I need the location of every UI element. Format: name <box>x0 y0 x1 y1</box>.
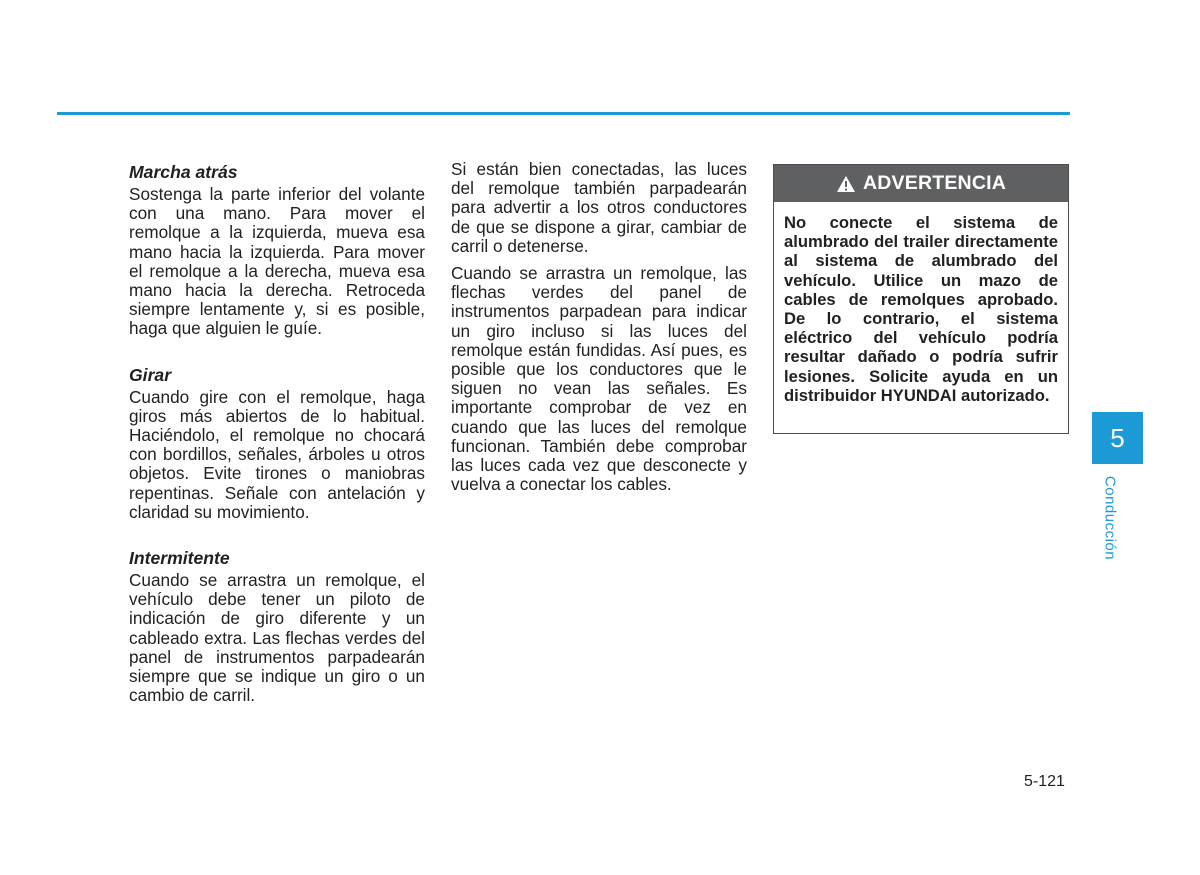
section-body: Cuando se arrastra un remolque, el vehículo debe tener un piloto de indicación de giro diferente y un cableado extra. Las flechas verdes del panel de instrumentos parpadearán siempre que se indique un giro o un cambio de carril. <box>129 570 425 706</box>
section-marcha-atras <box>129 162 425 339</box>
warning-text: No conecte el sistema de alumbrado del trailer directamente al sistema de alumbrado del vehículo. Utilice un mazo de cables de remolques aprobado. De lo contrario, el sistema eléctrico del vehículo podría resultar dañado o podría sufrir lesiones. Solicite ayuda en un distribuidor HYUNDAI autorizado. <box>784 213 1058 405</box>
section-body: Cuando gire con el remolque, haga giros más abiertos de lo habitual. Haciéndolo, el remolque no chocará con bordillos, señales, árboles u otros objetos. Evite tirones o maniobras repentinas. Señale con antelación y claridad su movimiento. <box>129 386 425 522</box>
header-rule <box>57 112 1070 115</box>
left-column <box>129 160 425 731</box>
section-heading: Intermitente <box>129 548 230 569</box>
warning-triangle-icon <box>836 175 856 193</box>
paragraph: Si están bien conectadas, las luces del remolque también parpadearán para advertir a los otros conductores de que se dispone a girar, cambiar de carril o detenerse. <box>451 159 747 256</box>
warning-header <box>774 165 1068 202</box>
middle-column <box>451 160 747 502</box>
section-heading: Marcha atrás <box>129 162 238 182</box>
warning-box <box>773 164 1069 434</box>
warning-title: ADVERTENCIA <box>862 172 1007 194</box>
chapter-label: Conducción <box>1101 475 1119 561</box>
section-heading: Girar <box>129 364 172 385</box>
section-intermitente <box>129 548 425 705</box>
section-body: Sostenga la parte inferior del volante con una mano. Para mover el remolque a la izquierda, mueva esa mano hacia la izquierda. Para mover el remolque a la derecha, mueva esa mano hacia la derecha. Retroceda siempre lentamente y, si es posible, haga que alguien le guíe. <box>129 184 425 339</box>
paragraph: Cuando se arrastra un remolque, las flechas verdes del panel de instrumentos parpadean para indicar un giro incluso si las luces del remolque están fundidas. Así pues, es posible que los conductores que le siguen no vean las señales. Es importante comprobar de vez en cuando que las luces del remolque funcionan. También debe comprobar las luces cada vez que desconecte y vuelva a conectar los cables. <box>451 263 747 495</box>
section-girar <box>129 365 425 522</box>
chapter-number-tab: 5 <box>1092 412 1143 464</box>
page-number: 5-121 <box>1024 773 1065 790</box>
